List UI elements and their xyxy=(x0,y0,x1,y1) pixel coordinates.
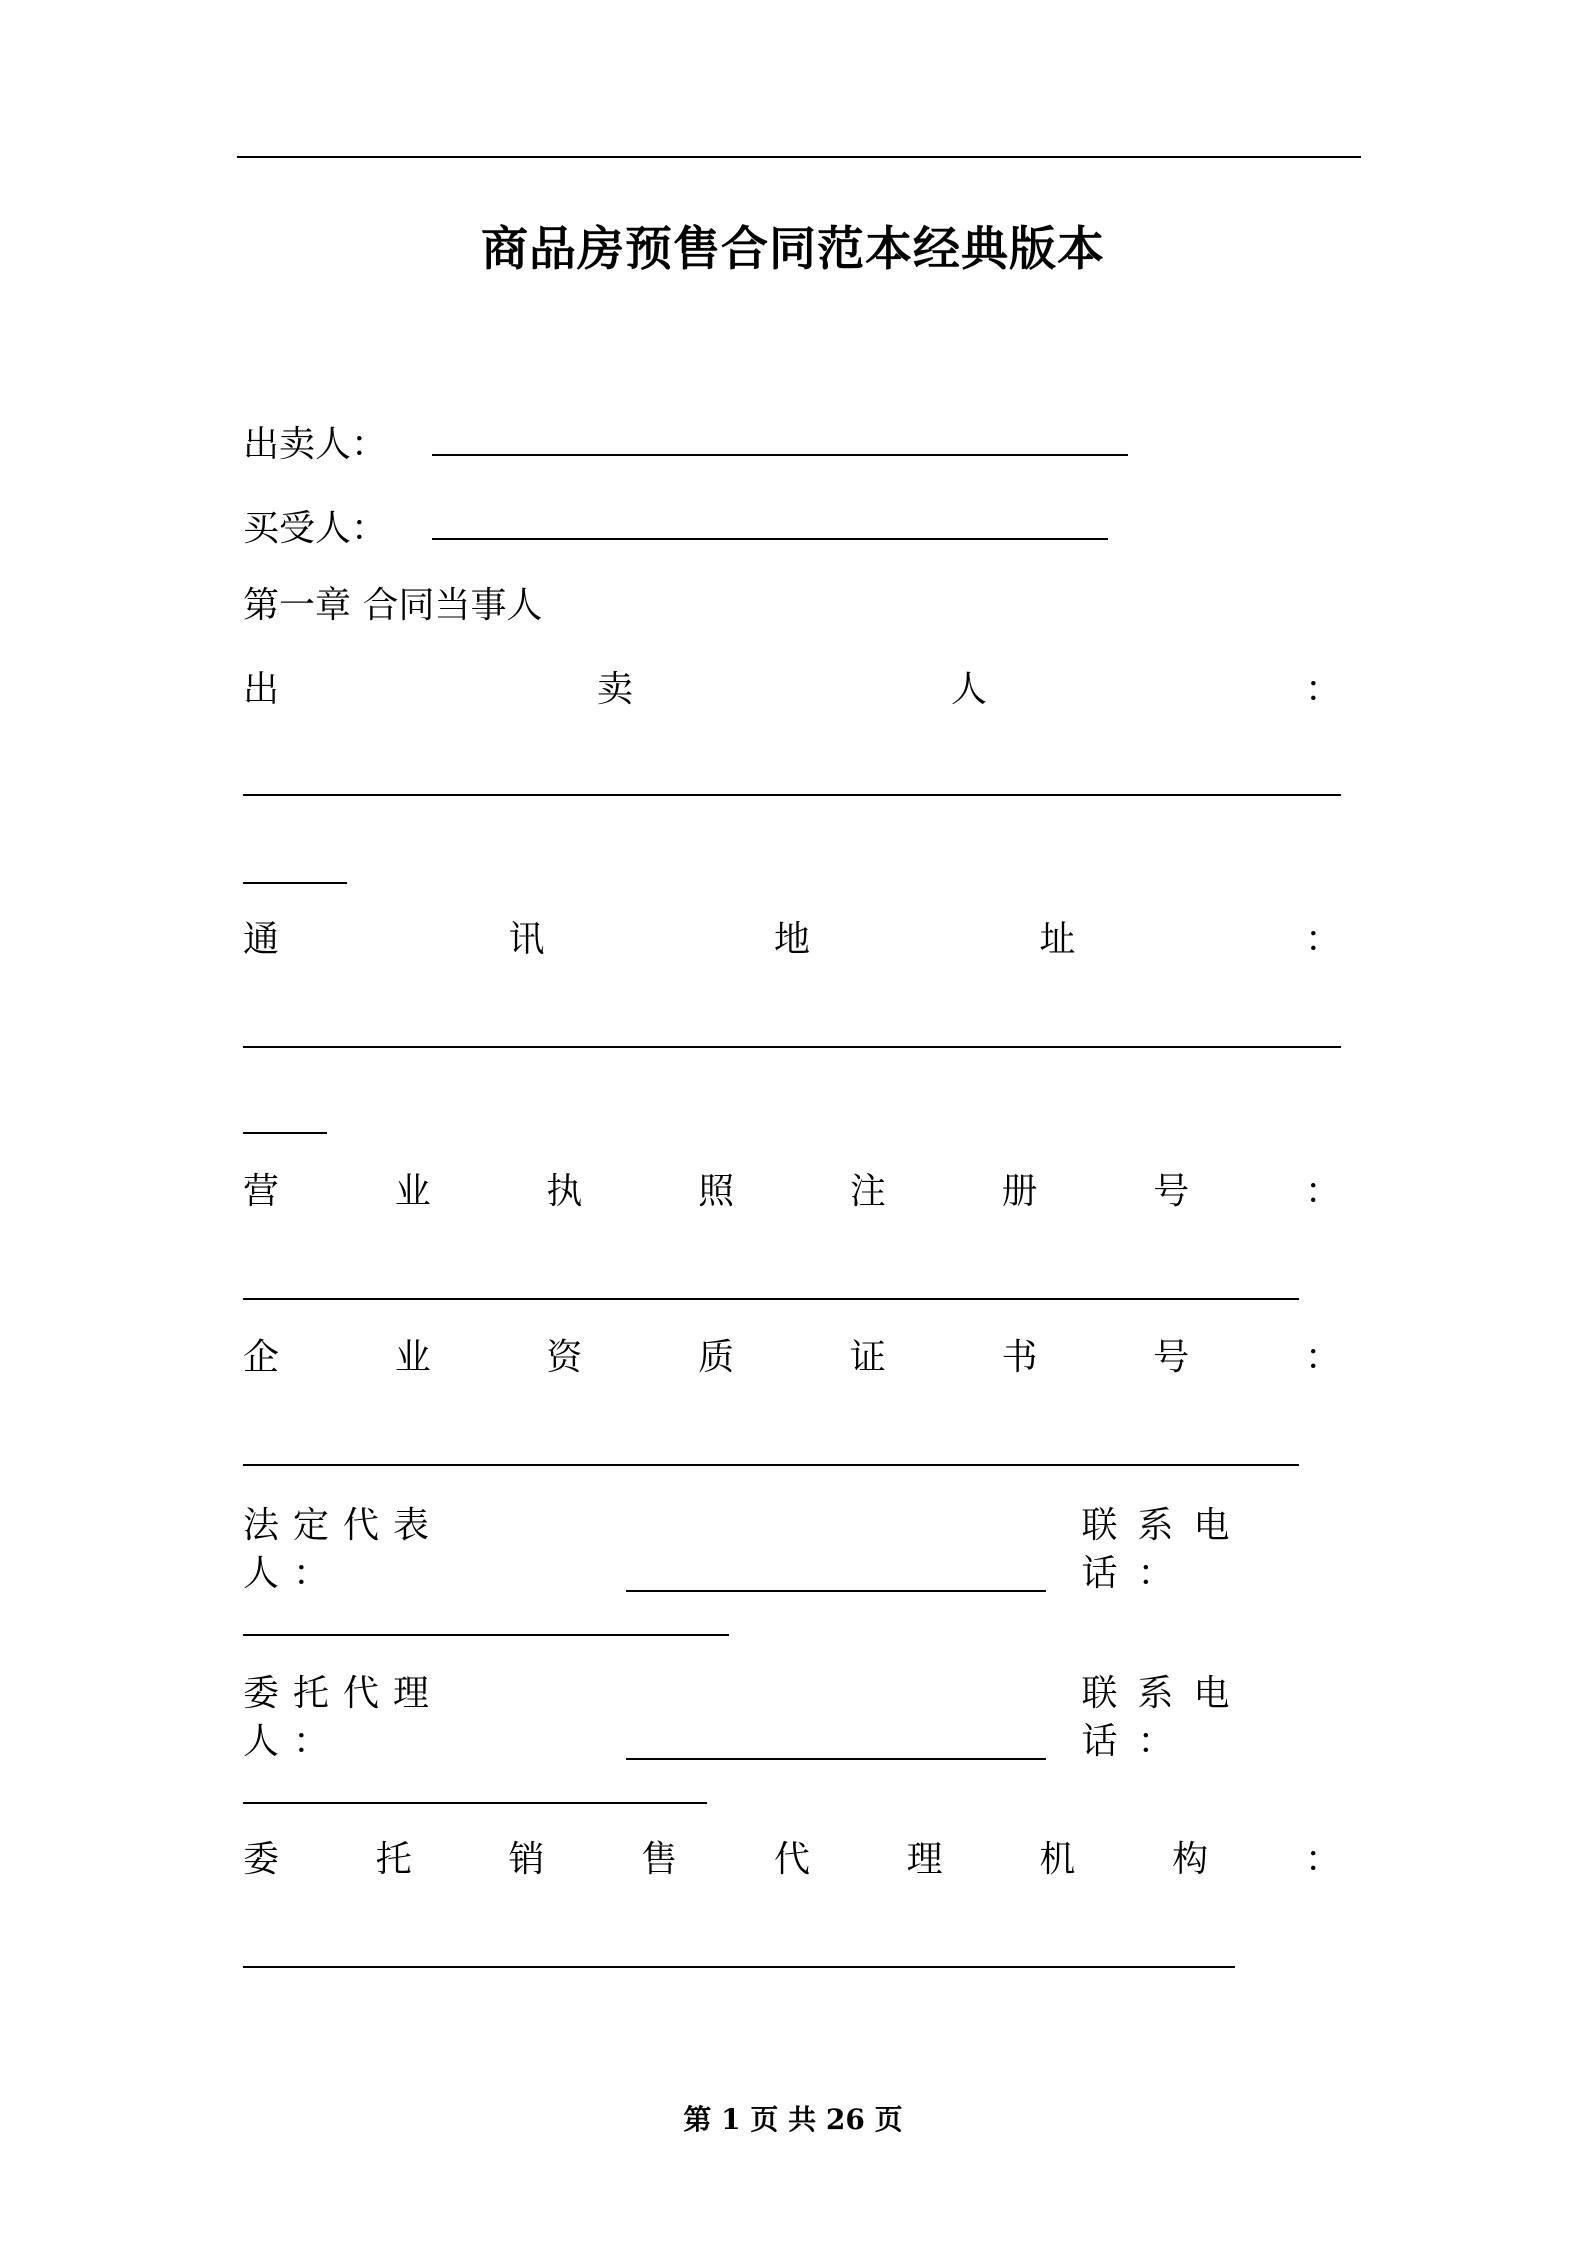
agent-phone-fill-line[interactable] xyxy=(243,1802,707,1804)
license-fill-line[interactable] xyxy=(243,1298,1299,1300)
document-title: 商品房预售合同范本经典版本 xyxy=(481,222,1105,277)
qualification-fill-line[interactable] xyxy=(243,1464,1299,1466)
legal-rep-phone-fill-line[interactable] xyxy=(243,1634,729,1636)
sales-agency-fill-line[interactable] xyxy=(243,1966,1235,1968)
chapter-heading: 第一章 合同当事人 xyxy=(243,585,543,626)
buyer-label: 买受人： xyxy=(243,508,388,549)
legal-rep-blank[interactable] xyxy=(626,1556,1045,1592)
address-fill-line-cont[interactable] xyxy=(243,1132,327,1134)
legal-rep-label: 法定代表人： xyxy=(243,1505,444,1594)
agent-phone-label: 联系电话： xyxy=(1081,1673,1250,1762)
contact-phone-label: 联系电话： xyxy=(1081,1505,1250,1594)
license-spread-label: 营 业 执 照 注 册 号 ： xyxy=(243,1171,1341,1212)
seller-fill-line-cont[interactable] xyxy=(243,882,347,884)
sales-agency-spread-label: 委 托 销 售 代 理 机 构 ： xyxy=(243,1839,1341,1880)
legal-rep-line xyxy=(243,1502,1341,1598)
seller-spread-label: 出 卖 人 ： xyxy=(243,669,1341,710)
page-indicator: 第 1 页 共 26 页 xyxy=(683,2103,903,2136)
agent-label: 委托代理人： xyxy=(243,1673,444,1762)
address-fill-line[interactable] xyxy=(243,1046,1341,1048)
qualification-spread-label: 企 业 资 质 证 书 号 ： xyxy=(243,1337,1341,1378)
agent-line xyxy=(243,1670,1341,1766)
agent-blank[interactable] xyxy=(626,1724,1045,1760)
seller-label: 出卖人： xyxy=(243,424,388,465)
seller-line xyxy=(243,420,1128,469)
header-rule xyxy=(237,156,1361,158)
buyer-blank[interactable] xyxy=(432,504,1108,540)
seller-fill-line[interactable] xyxy=(243,794,1341,796)
buyer-line xyxy=(243,504,1108,553)
address-spread-label: 通 讯 地 址 ： xyxy=(243,919,1341,960)
seller-blank[interactable] xyxy=(432,420,1128,456)
